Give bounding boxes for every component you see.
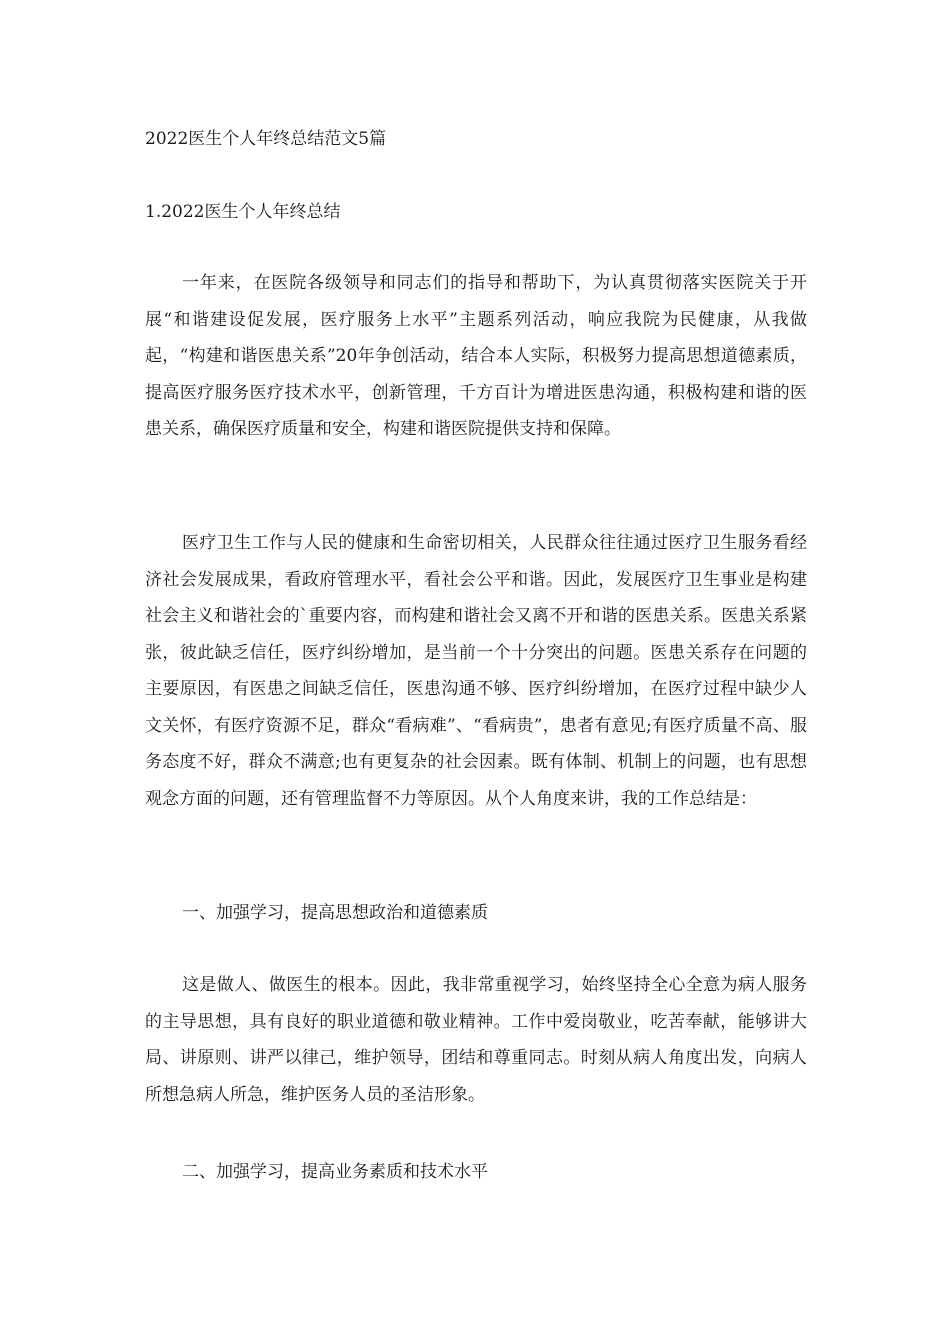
- paragraph-background: 医疗卫生工作与人民的健康和生命密切相关，人民群众往往通过医疗卫生服务看经济社会发展成果，看政府管理水平，看社会公平和谐。因此，发展医疗卫生事业是构建社会主义和谐社会的`重要内容，而构建和谐社会又离不开和谐的医患关系。医患关系紧张，彼此缺乏信任，医疗纠纷增加，是当前一个十分突出的问题。医患关系存在问题的主要原因，有医患之间缺乏信任，医患沟通不够、医疗纠纷增加，在医疗过程中缺少人文关怀，有医疗资源不足，群众“看病难”、“看病贵”，患者有意见;有医疗质量不高、服务态度不好，群众不满意;也有更复杂的社会因素。既有体制、机制上的问题，也有思想观念方面的问题，还有管理监督不力等原因。从个人角度来讲，我的工作总结是：: [145, 533, 807, 809]
- heading-study-skills: 二、加强学习，提高业务素质和技术水平: [182, 1162, 488, 1182]
- heading-study-ethics: 一、加强学习，提高思想政治和道德素质: [182, 903, 488, 923]
- document-title: 2022医生个人年终总结范文5篇: [145, 129, 387, 149]
- paragraph-intro: 一年来，在医院各级领导和同志们的指导和帮助下，为认真贯彻落实医院关于开展“和谐建设促发展，医疗服务上水平”主题系列活动，响应我院为民健康，从我做起，“构建和谐医患关系”20年争创活动，结合本人实际，积极努力提高思想道德素质，提高医疗服务医疗技术水平，创新管理，千方百计为增进医患沟通，积极构建和谐的医患关系，确保医疗质量和安全，构建和谐医院提供支持和保障。: [145, 273, 807, 439]
- section-title: 1.2022医生个人年终总结: [145, 202, 341, 222]
- paragraph-study-ethics: 这是做人、做医生的根本。因此，我非常重视学习，始终坚持全心全意为病人服务的主导思想，具有良好的职业道德和敬业精神。工作中爱岗敬业，吃苦奉献，能够讲大局、讲原则、讲严以律己，维护领导，团结和尊重同志。时刻从病人角度出发，向病人所想急病人所急，维护医务人员的圣洁形象。: [145, 975, 807, 1105]
